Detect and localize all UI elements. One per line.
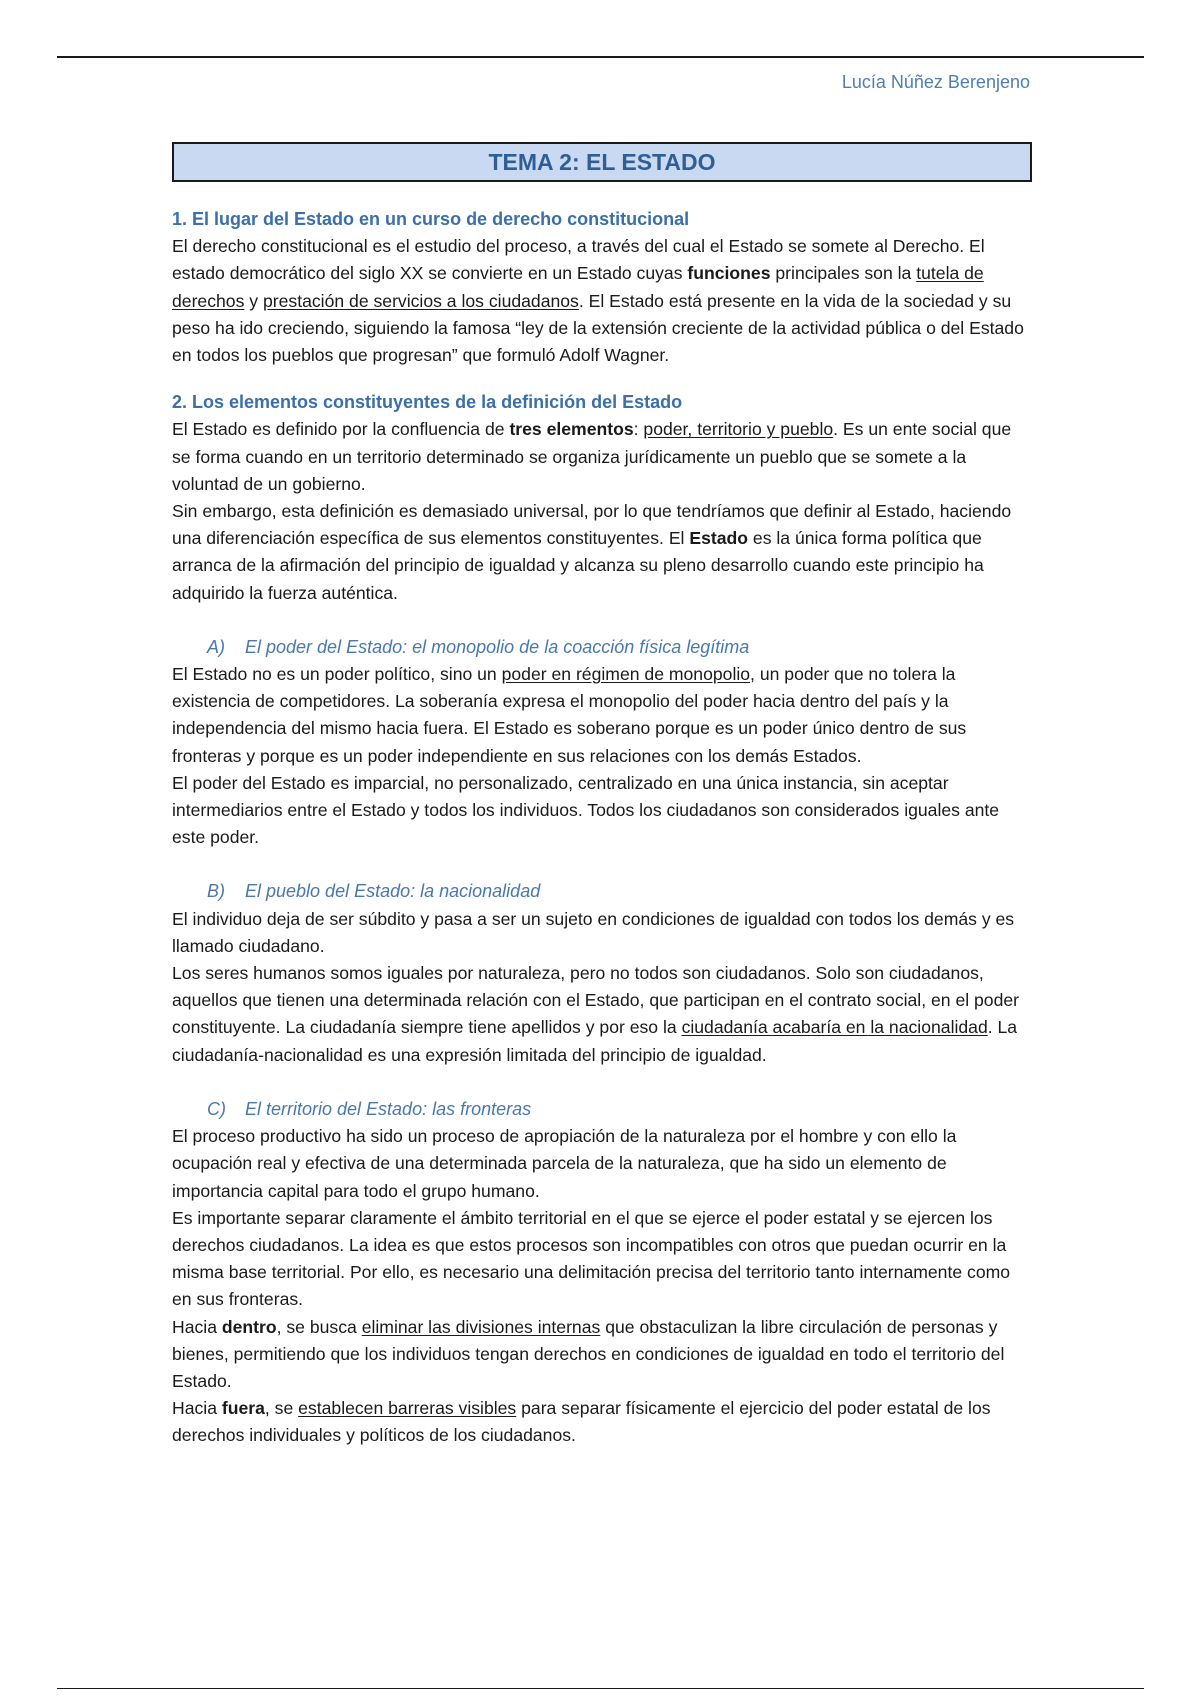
- subsection-c-heading: C) El territorio del Estado: las fronteras: [207, 1098, 532, 1119]
- section-1-paragraph: El derecho constitucional es el estudio del proceso, a través del cual el Estado se somete al Derecho. El estado democrático del siglo XX se convierte en un Estado cuyas funciones principales son la tutela de derechos y prestación de servicios a los ciudadanos. El Estado está presente en la vida de la sociedad y su peso ha ido creciendo, siguiendo la famosa “ley de la extensión creciente de la actividad pública o del Estado en todos los pueblos que progresan” que formuló Adolf Wagner.: [172, 236, 1024, 366]
- underline-barreras: establecen barreras visibles: [298, 1398, 517, 1419]
- section-2-heading: 2. Los elementos constituyentes de la definición del Estado: [172, 392, 683, 413]
- underline-tutela: tutela de derechos: [172, 263, 984, 311]
- emphasis-fuera: fuera: [221, 1398, 265, 1419]
- document-body: [172, 142, 1032, 1450]
- footer-rule: [57, 1688, 1144, 1689]
- subsection-a-paragraph-2: El poder del Estado es imparcial, no personalizado, centralizado en una única instancia, sin aceptar intermediarios entre el Estado y todos los individuos. Todos los ciudadanos son considerados iguales ante este poder.: [172, 772, 1000, 848]
- underline-prestacion: prestación de servicios a los ciudadanos: [262, 290, 579, 311]
- subsection-c-paragraph-2: Es importante separar claramente el ámbito territorial en el que se ejerce el poder estatal y se ejercen los derechos ciudadanos. La idea es que estos procesos son incompatibles con otros que puedan ocurrir en la misma base territorial. Por ello, es necesario una delimitación precisa del territorio tanto internamente como en sus fronteras.: [172, 1207, 1011, 1310]
- subsection-c-paragraph-3: Hacia dentro, se busca eliminar las divisiones internas que obstaculizan la libre circulación de personas y bienes, permitiendo que los individuos tengan derechos en condiciones de igualdad en todo el territorio del Estado.: [172, 1316, 1005, 1391]
- section-2-paragraph-2: Sin embargo, esta definición es demasiado universal, por lo que tendríamos que definir al Estado, haciendo una diferenciación específica de sus elementos constituyentes. El Estado es la única forma política que arranca de la afirmación del principio de igualdad y alcanza su pleno desarrollo cuando este principio ha adquirido la fuerza auténtica.: [172, 501, 1012, 603]
- underline-elementos: poder, territorio y pueblo: [643, 419, 834, 440]
- underline-divisiones: eliminar las divisiones internas: [361, 1316, 601, 1337]
- document-title: TEMA 2: EL ESTADO: [172, 142, 1032, 182]
- section-2-paragraph-1: El Estado es definido por la confluencia de tres elementos: poder, territorio y pueblo. Es un ente social que se forma cuando en un territorio determinado se organiza jurídicamente un pueblo que se somete a la voluntad de un gobierno.: [172, 419, 1012, 494]
- subsection-b-heading: B) El pueblo del Estado: la nacionalidad: [207, 881, 541, 902]
- section-1-heading: 1. El lugar del Estado en un curso de derecho constitucional: [172, 209, 690, 229]
- emphasis-dentro: dentro: [221, 1316, 277, 1337]
- header-rule: [57, 56, 1144, 58]
- underline-monopolio: poder en régimen de monopolio: [501, 664, 751, 685]
- subsection-b-paragraph-1: El individuo deja de ser súbdito y pasa a ser un sujeto en condiciones de igualdad con todos los demás y es llamado ciudadano.: [172, 908, 1015, 956]
- subsection-c-paragraph-4: Hacia fuera, se establecen barreras visibles para separar físicamente el ejercicio del poder estatal de los derechos individuales y políticos de los ciudadanos.: [172, 1398, 991, 1446]
- author-name: Lucía Núñez Berenjeno: [841, 72, 1030, 92]
- emphasis-estado: Estado: [689, 528, 749, 549]
- emphasis-tres-elementos: tres elementos: [509, 419, 634, 440]
- subsection-a-paragraph-1: El Estado no es un poder político, sino un poder en régimen de monopolio, un poder que no tolera la existencia de competidores. La soberanía expresa el monopolio del poder hacia dentro del país y la independencia del mismo hacia fuera. El Estado es soberano porque es un poder único dentro de sus fronteras y porque es un poder independiente en sus relaciones con los demás Estados.: [172, 664, 967, 766]
- subsection-a-heading: A) El poder del Estado: el monopolio de la coacción física legítima: [207, 636, 750, 657]
- subsection-c-paragraph-1: El proceso productivo ha sido un proceso de apropiación de la naturaleza por el hombre y con ello la ocupación real y efectiva de una determinada parcela de la naturaleza, que ha sido un elemento de importancia capital para todo el grupo humano.: [172, 1126, 957, 1201]
- emphasis-funciones: funciones: [687, 263, 771, 284]
- subsection-b-paragraph-2: Los seres humanos somos iguales por naturaleza, pero no todos son ciudadanos. Solo son ciudadanos, aquellos que tienen una determinada relación con el Estado, que participan en el contrato social, en el poder constituyente. La ciudadanía siempre tiene apellidos y por eso la ciudadanía acabaría en la nacionalidad. La ciudadanía-nacionalidad es una expresión limitada del principio de igualdad.: [172, 963, 1020, 1065]
- underline-nacionalidad: ciudadanía acabaría en la nacionalidad: [681, 1017, 988, 1038]
